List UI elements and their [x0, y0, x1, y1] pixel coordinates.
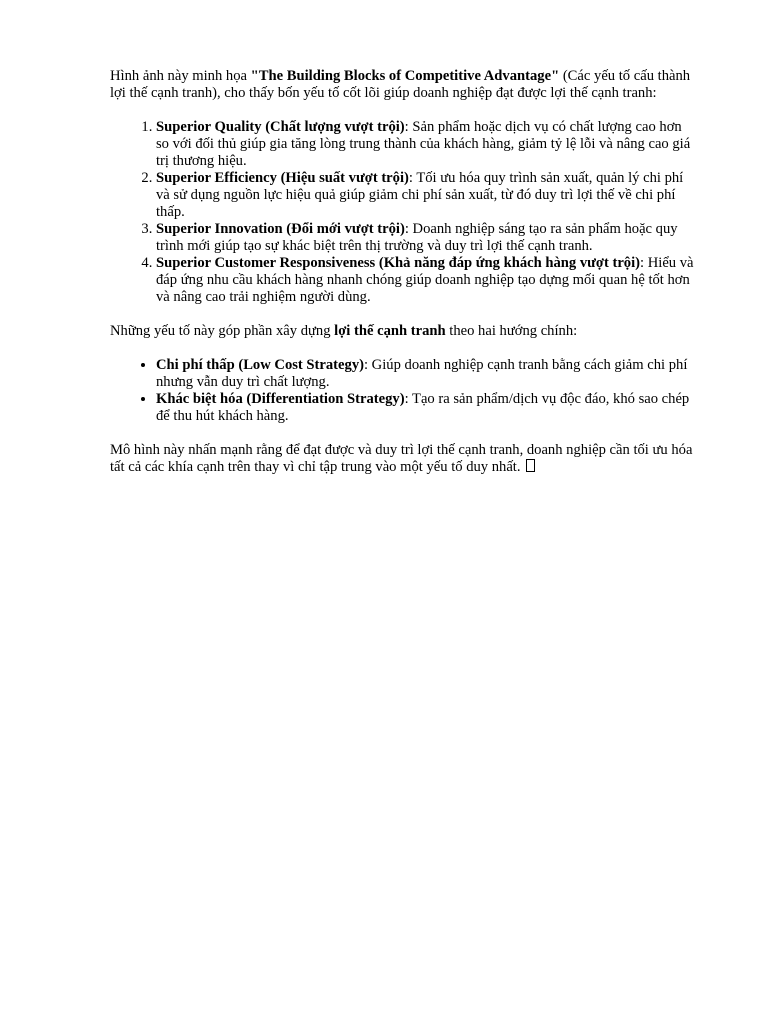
- list-item-text: : Hiểu và đáp ứng nhu cầu khách hàng nhanh chóng giúp doanh nghiệp tạo dựng mối quan hệ tốt hơn và nâng cao trải nghiệm người dùng.: [156, 255, 694, 305]
- list-item-differentiation: [156, 391, 695, 425]
- list-item-text: : Tối ưu hóa quy trình sản xuất, quản lý chi phí và sử dụng nguồn lực hiệu quả giúp giảm chi phí sản xuất, từ đó duy trì lợi thế về chi phí thấp.: [156, 170, 684, 220]
- document-body: [110, 68, 695, 476]
- missing-glyph-box-icon: [526, 459, 535, 472]
- list-item-low-cost: [156, 357, 695, 391]
- intro-prefix: Hình ảnh này minh họa: [110, 68, 251, 84]
- intro-paragraph: [110, 68, 695, 102]
- list-item-efficiency: [156, 170, 695, 221]
- list-item-text: : Giúp doanh nghiệp cạnh tranh bằng cách giảm chi phí nhưng vẫn duy trì chất lượng.: [156, 357, 688, 390]
- list-item-term: Superior Customer Responsiveness (Khả năng đáp ứng khách hàng vượt trội): [156, 255, 641, 271]
- intro-suffix: (Các yếu tố cấu thành lợi thế cạnh tranh), cho thấy bốn yếu tố cốt lõi giúp doanh nghiệp đạt được lợi thế cạnh tranh:: [110, 68, 691, 101]
- list-item-text: : Tạo ra sản phẩm/dịch vụ độc đáo, khó sao chép để thu hút khách hàng.: [156, 391, 690, 424]
- conclusion-text: Mô hình này nhấn mạnh rằng để đạt được và duy trì lợi thế cạnh tranh, doanh nghiệp cần tối ưu hóa tất cả các khía cạnh trên thay vì chỉ tập trung vào một yếu tố duy nhất.: [110, 442, 693, 475]
- conclusion-paragraph: [110, 442, 695, 476]
- list-item-quality: [156, 119, 695, 170]
- list-item-term: Superior Innovation (Đổi mới vượt trội): [156, 221, 405, 237]
- list-item-term: Superior Efficiency (Hiệu suất vượt trội): [156, 170, 409, 186]
- middle-paragraph: [110, 323, 695, 340]
- list-item-term: Khác biệt hóa (Differentiation Strategy): [156, 391, 405, 407]
- middle-bold: lợi thế cạnh tranh: [334, 323, 446, 339]
- intro-title: "The Building Blocks of Competitive Advantage": [250, 68, 560, 84]
- building-blocks-list: [110, 119, 695, 306]
- list-item-responsiveness: [156, 255, 695, 306]
- middle-suffix: theo hai hướng chính:: [445, 323, 578, 339]
- strategies-list: [110, 357, 695, 425]
- list-item-term: Chi phí thấp (Low Cost Strategy): [156, 357, 364, 373]
- list-item-term: Superior Quality (Chất lượng vượt trội): [156, 119, 405, 135]
- list-item-text: : Sản phẩm hoặc dịch vụ có chất lượng cao hơn so với đối thủ giúp gia tăng lòng trung thành của khách hàng, giảm tỷ lệ lỗi và nâng cao giá trị thương hiệu.: [156, 119, 691, 169]
- list-item-innovation: [156, 221, 695, 255]
- middle-prefix: Những yếu tố này góp phần xây dựng: [110, 323, 335, 339]
- list-item-text: : Doanh nghiệp sáng tạo ra sản phẩm hoặc quy trình mới giúp tạo sự khác biệt trên thị trường và duy trì lợi thế cạnh tranh.: [156, 221, 678, 254]
